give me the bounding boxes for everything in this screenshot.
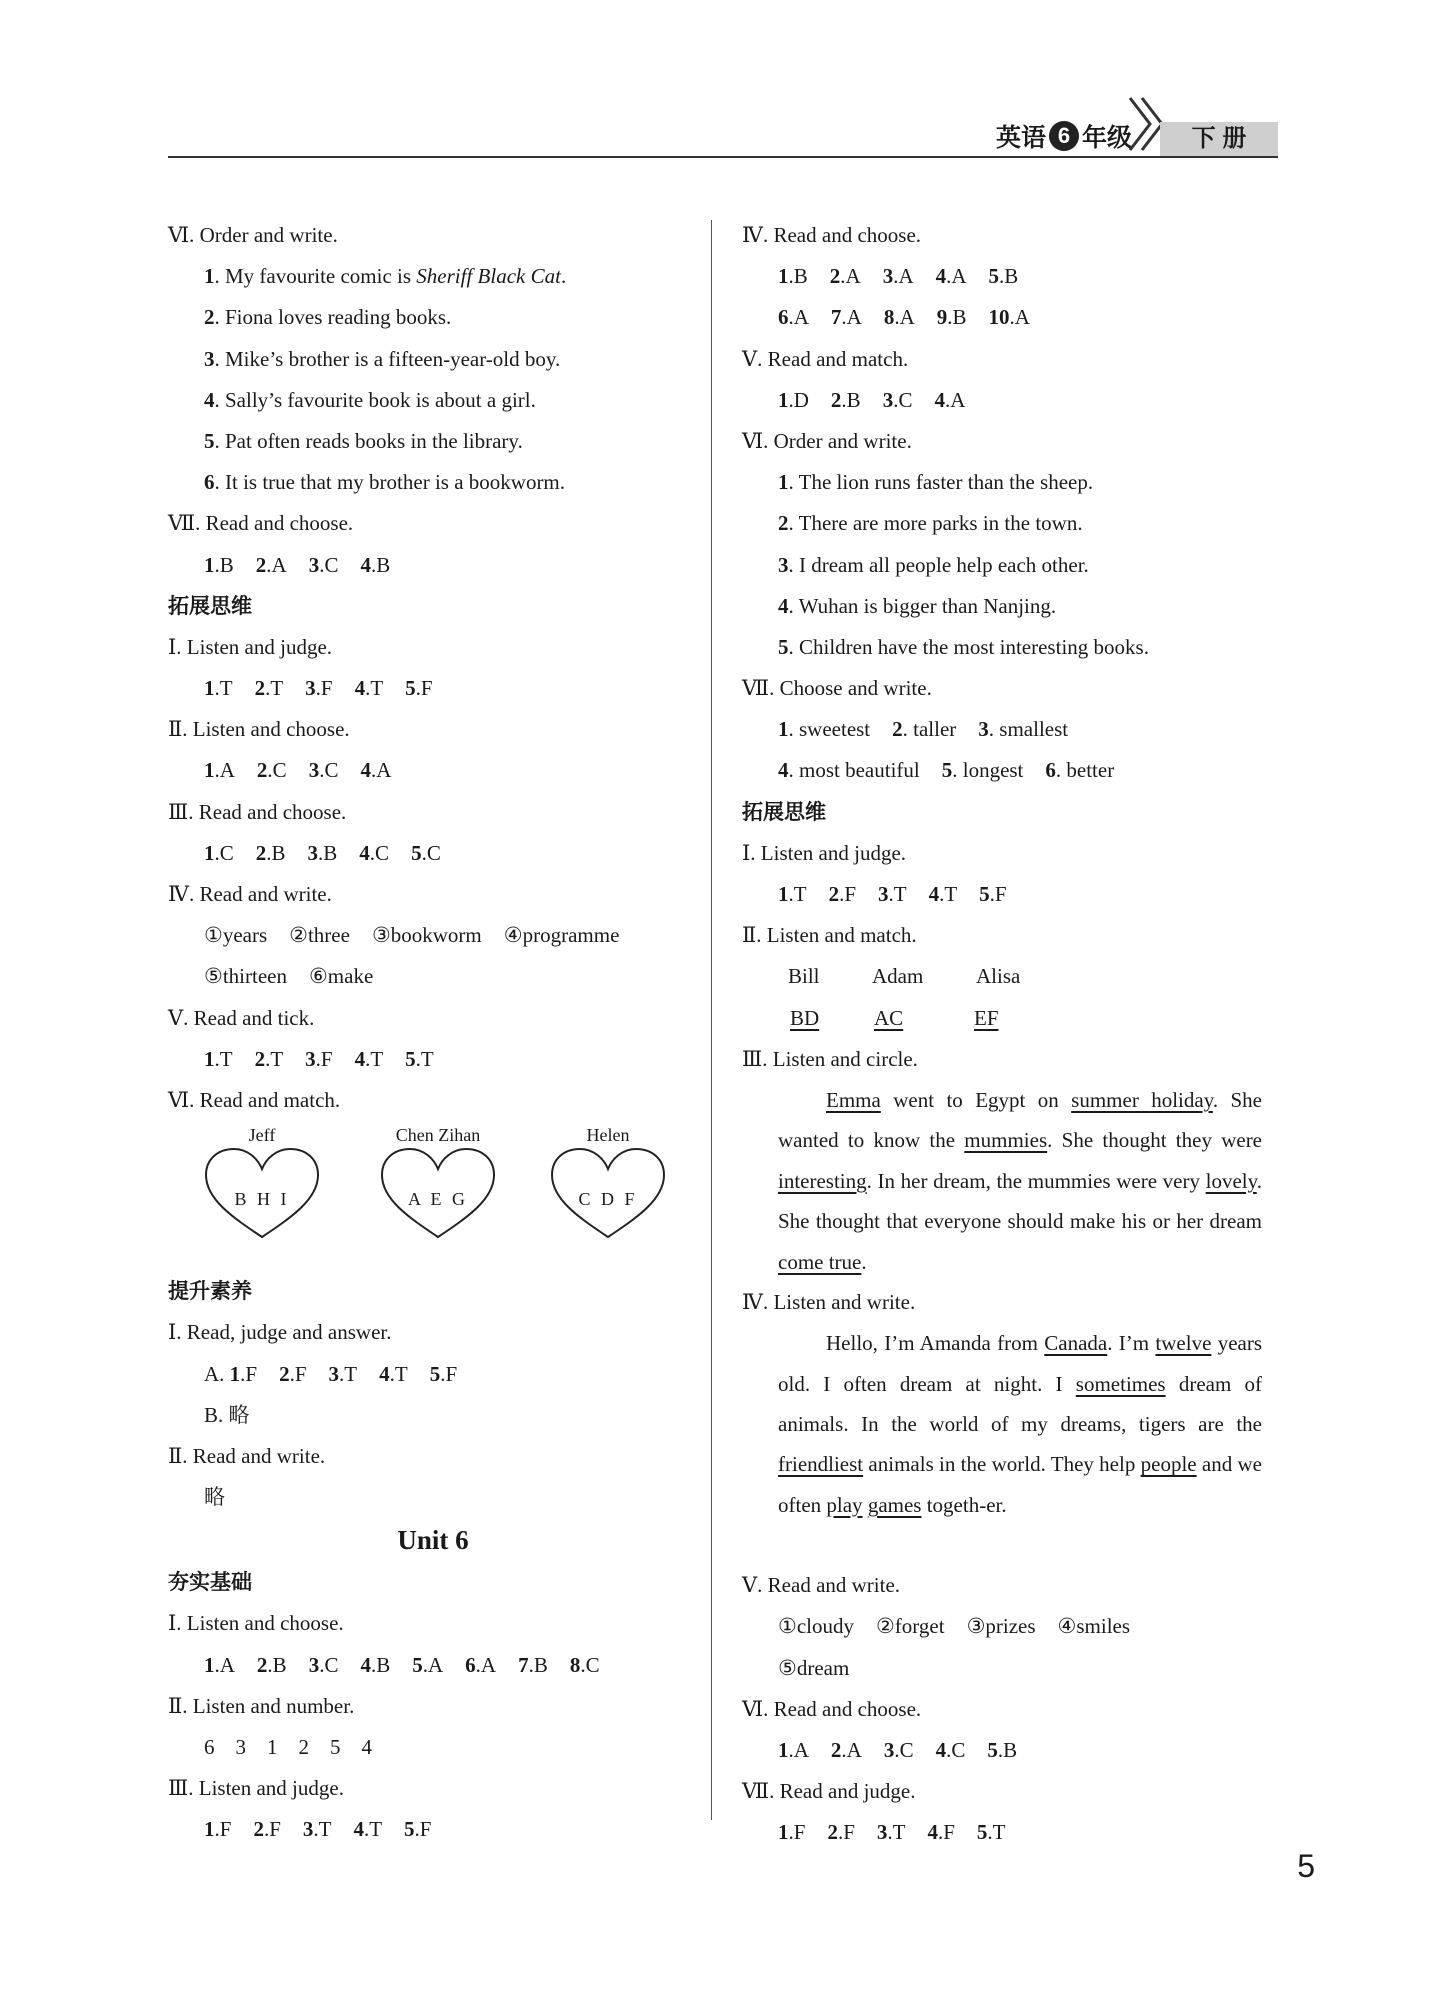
paragraph-text: went to Egypt on [880,1087,1072,1112]
answer-row: 1.F 2.F 3.T 4.F 5.T [778,1820,1006,1845]
category-title: 提升素养 [168,1280,252,1304]
section-heading: Ⅰ. Listen and judge. [742,840,907,865]
circle-paragraph [742,1080,1262,1282]
paragraph-text: Hello, I’m Amanda from [826,1331,1045,1356]
section-heading: Ⅴ. Read and tick. [168,1005,315,1030]
answer-sentence: 6. It is true that my brother is a bookworm. [204,470,566,495]
section-heading: Ⅲ. Listen and circle. [742,1046,918,1071]
match-name: Bill [788,964,820,989]
answer-row: 1. sweetest 2. taller 3. smallest [778,717,1069,742]
heart-chen-zihan [378,1123,498,1242]
underlined-answer: Emma [826,1087,881,1112]
answer-sentence: 3. Mike’s brother is a fifteen-year-old boy. [204,346,561,371]
underlined-answer: friendliest [778,1452,864,1477]
answer-row: 1.T 2.F 3.T 4.T 5.F [778,882,1007,906]
answer-row: ⑤dream [778,1655,850,1680]
answer-row: 1.B 2.A 3.C 4.B [204,552,391,577]
section-heading: Ⅵ. Read and choose. [742,1696,922,1721]
volume-label: 下 册 [1160,122,1278,156]
match-answers-row [742,998,1262,1039]
answer-row: 1.T 2.T 3.F 4.T 5.F [204,676,433,701]
answer-row: 1.B 2.A 3.A 4.A 5.B [778,264,1019,289]
paragraph-text: dream of animals. In the world of my dreams, tigers are the [778,1371,1263,1436]
section-heading: Ⅵ. Order and write. [168,223,338,247]
section-heading: Ⅱ. Listen and choose. [168,717,350,742]
subject-label: 英语 [995,124,1046,152]
section-heading: Ⅶ. Read and judge. [742,1779,916,1804]
section-heading: Ⅲ. Listen and judge. [168,1776,344,1801]
heart-name: Chen Zihan [395,1125,481,1146]
grade-number: 6 [1049,121,1079,151]
answer-row: 1.A 2.B 3.C 4.B 5.A 6.A 7.B 8.C [204,1652,600,1677]
answer-row: 4. most beautiful 5. longest 6. better [778,758,1115,783]
header-rule [168,156,1278,158]
answer-row: ⑤thirteen ⑥make [204,964,374,989]
match-answer: BD [790,1005,820,1030]
match-answer: EF [974,1005,999,1030]
heart-name: Jeff [248,1125,276,1146]
underlined-answer: summer holiday [1071,1087,1213,1112]
section-heading: Ⅱ. Read and write. [168,1443,326,1468]
answer-sentence: 3. I dream all people help each other. [778,552,1089,577]
section-heading: Ⅰ. Listen and choose. [168,1611,344,1636]
answer-sentence: 4. Sally’s favourite book is about a girl. [204,387,536,412]
paragraph-text: . In her dream, the mummies were very [866,1168,1206,1193]
answer-row: 6.A 7.A 8.A 9.B 10.A [778,305,1030,330]
answer-sentence: 2. There are more parks in the town. [778,511,1083,536]
answer-row: 1.D 2.B 3.C 4.A [778,387,966,412]
paragraph-text: . I’m [1107,1331,1156,1356]
underlined-answer: lovely [1205,1168,1257,1193]
answer-sentence: 5. Pat often reads books in the library. [204,428,523,453]
page-number: 5 [1297,1848,1315,1884]
paragraph-text: animals in the world. They help [863,1452,1141,1477]
section-heading: Ⅱ. Listen and match. [742,923,917,948]
column-divider [711,220,712,1820]
answer-sentence: 2. Fiona loves reading books. [204,305,452,330]
section-heading: Ⅵ. Order and write. [742,428,912,453]
section-heading: Ⅱ. Listen and number. [168,1693,355,1718]
answer-sentence: 1. My favourite comic is Sheriff Black Cat. [204,264,567,289]
heart-name: Helen [586,1125,630,1146]
underlined-answer: mummies [964,1128,1048,1153]
underlined-answer: people [1140,1452,1197,1477]
answer-row: B. 略 [204,1402,250,1427]
page-header [168,86,1278,158]
underlined-answer: come true [778,1249,862,1274]
answer-sentence: 1. The lion runs faster than the sheep. [778,470,1094,495]
category-title: 拓展思维 [742,800,826,824]
match-name: Alisa [976,964,1021,989]
paragraph-text: . [861,1249,867,1274]
match-answer: AC [874,1005,904,1030]
heart-letters: A E G [408,1189,468,1210]
book-title [996,118,1132,154]
category-title: 夯实基础 [168,1571,252,1595]
paragraph-text: . She wanted to know the [778,1087,1262,1153]
right-column [742,215,1262,1853]
answer-row: 1.T 2.T 3.F 4.T 5.T [204,1046,434,1071]
section-heading: Ⅴ. Read and match. [742,346,909,371]
left-column [168,215,698,1851]
section-heading: Ⅰ. Listen and judge. [168,634,333,659]
unit-title: Unit 6 [397,1525,469,1556]
answer-row: 1.A 2.A 3.C 4.C 5.B [778,1737,1018,1762]
heart-jeff [202,1123,322,1242]
write-paragraph [742,1323,1262,1565]
grade-label: 年级 [1081,124,1132,152]
answer-row: 略 [204,1485,225,1510]
underlined-answer: twelve [1155,1331,1212,1356]
paragraph-text: and we often [778,1452,1262,1517]
answer-row: A. 1.F 2.F 3.T 4.T 5.F [204,1361,458,1386]
section-heading: Ⅳ. Listen and write. [742,1289,916,1314]
answer-row: ①years ②three ③bookworm ④programme [204,923,620,948]
section-heading: Ⅵ. Read and match. [168,1087,341,1112]
answer-row: 1.F 2.F 3.T 4.T 5.F [204,1817,432,1842]
answer-row: 1.A 2.C 3.C 4.A [204,758,392,783]
category-title: 拓展思维 [168,594,252,618]
paragraph-text: . She thought they were [1047,1128,1263,1153]
section-heading: Ⅲ. Read and choose. [168,799,347,824]
paragraph-text: years old. I often dream at night. I [778,1331,1263,1396]
match-names-row [742,956,1262,997]
answer-sentence: 5. Children have the most interesting books. [778,634,1149,659]
heart-letters: B H I [234,1189,290,1210]
heart-match-figure [168,1121,698,1271]
answer-row: 6 3 1 2 5 4 [204,1735,372,1759]
answer-sentence: 4. Wuhan is bigger than Nanjing. [778,593,1057,618]
heart-helen [548,1123,668,1242]
section-heading: Ⅳ. Read and write. [168,882,332,906]
underlined-answer: Canada [1044,1331,1108,1356]
section-heading: Ⅴ. Read and write. [742,1573,901,1598]
underlined-answer: sometimes [1075,1371,1166,1396]
underlined-answer: interesting [778,1168,867,1193]
section-heading: Ⅶ. Read and choose. [168,511,354,536]
paragraph-text: togeth-er. [921,1492,1007,1517]
answer-row: 1.C 2.B 3.B 4.C 5.C [204,840,441,865]
underlined-answer: games [867,1492,922,1517]
underlined-answer: play [826,1492,863,1517]
section-heading: Ⅰ. Read, judge and answer. [168,1320,392,1345]
section-heading: Ⅶ. Choose and write. [742,676,932,701]
heart-letters: C D F [578,1189,638,1210]
answer-row: ①cloudy ②forget ③prizes ④smiles [778,1614,1131,1639]
match-name: Adam [872,964,924,989]
paragraph-text: . She thought that everyone should make his or her dream [778,1168,1262,1234]
section-heading: Ⅳ. Read and choose. [742,223,922,247]
